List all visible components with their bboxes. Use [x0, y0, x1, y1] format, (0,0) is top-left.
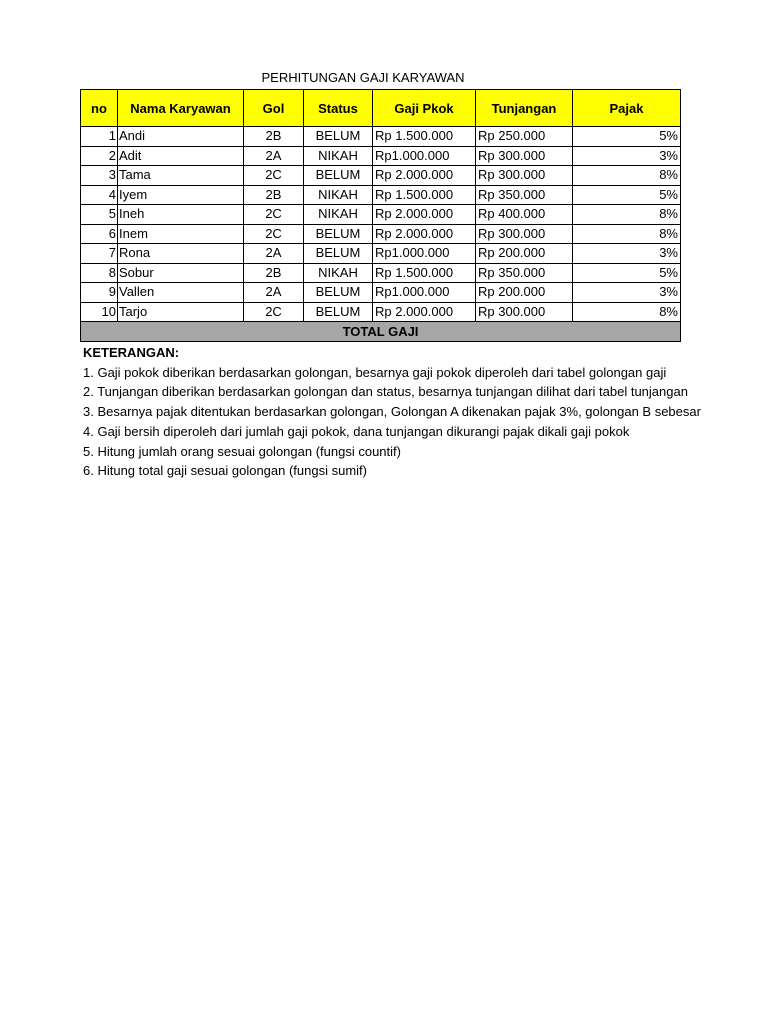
total-row — [81, 322, 681, 342]
cell-nama[interactable]: Ineh — [118, 205, 244, 225]
cell-status[interactable]: BELUM — [304, 166, 373, 186]
salary-table — [80, 89, 681, 342]
cell-nama[interactable]: Vallen — [118, 283, 244, 303]
table-row — [81, 146, 681, 166]
cell-no[interactable]: 7 — [81, 244, 118, 264]
total-gaji-cell[interactable]: TOTAL GAJI — [81, 322, 681, 342]
table-row — [81, 302, 681, 322]
notes-section — [83, 343, 701, 481]
cell-status[interactable]: BELUM — [304, 283, 373, 303]
header-row — [81, 90, 681, 127]
cell-gol[interactable]: 2A — [244, 283, 304, 303]
cell-no[interactable]: 2 — [81, 146, 118, 166]
cell-gaji-pokok[interactable]: Rp 2.000.000 — [373, 166, 476, 186]
cell-gol[interactable]: 2C — [244, 205, 304, 225]
cell-tunjangan[interactable]: Rp 350.000 — [476, 185, 573, 205]
cell-nama[interactable]: Rona — [118, 244, 244, 264]
cell-gol[interactable]: 2B — [244, 185, 304, 205]
header-no[interactable]: no — [81, 90, 118, 127]
cell-tunjangan[interactable]: Rp 300.000 — [476, 166, 573, 186]
cell-gol[interactable]: 2B — [244, 127, 304, 147]
cell-nama[interactable]: Adit — [118, 146, 244, 166]
cell-tunjangan[interactable]: Rp 300.000 — [476, 146, 573, 166]
cell-status[interactable]: NIKAH — [304, 146, 373, 166]
cell-gaji-pokok[interactable]: Rp 1.500.000 — [373, 185, 476, 205]
cell-pajak[interactable]: 3% — [573, 244, 681, 264]
cell-no[interactable]: 8 — [81, 263, 118, 283]
cell-gaji-pokok[interactable]: Rp1.000.000 — [373, 244, 476, 264]
cell-gol[interactable]: 2A — [244, 146, 304, 166]
cell-status[interactable]: BELUM — [304, 302, 373, 322]
cell-status[interactable]: BELUM — [304, 244, 373, 264]
cell-tunjangan[interactable]: Rp 350.000 — [476, 263, 573, 283]
table-row — [81, 205, 681, 225]
cell-gaji-pokok[interactable]: Rp1.000.000 — [373, 146, 476, 166]
cell-status[interactable]: BELUM — [304, 224, 373, 244]
header-gol[interactable]: Gol — [244, 90, 304, 127]
cell-pajak[interactable]: 8% — [573, 205, 681, 225]
table-row — [81, 166, 681, 186]
table-row — [81, 224, 681, 244]
header-tunjangan[interactable]: Tunjangan — [476, 90, 573, 127]
header-pajak[interactable]: Pajak — [573, 90, 681, 127]
cell-pajak[interactable]: 3% — [573, 283, 681, 303]
table-row — [81, 185, 681, 205]
cell-tunjangan[interactable]: Rp 200.000 — [476, 283, 573, 303]
cell-gol[interactable]: 2A — [244, 244, 304, 264]
cell-no[interactable]: 5 — [81, 205, 118, 225]
cell-nama[interactable]: Sobur — [118, 263, 244, 283]
cell-pajak[interactable]: 8% — [573, 224, 681, 244]
cell-gol[interactable]: 2B — [244, 263, 304, 283]
salary-table-area — [80, 89, 678, 342]
table-row — [81, 244, 681, 264]
header-status[interactable]: Status — [304, 90, 373, 127]
cell-gaji-pokok[interactable]: Rp 2.000.000 — [373, 205, 476, 225]
cell-status[interactable]: NIKAH — [304, 205, 373, 225]
cell-status[interactable]: NIKAH — [304, 263, 373, 283]
cell-pajak[interactable]: 5% — [573, 185, 681, 205]
cell-no[interactable]: 6 — [81, 224, 118, 244]
cell-nama[interactable]: Inem — [118, 224, 244, 244]
cell-pajak[interactable]: 5% — [573, 127, 681, 147]
note-item: 5. Hitung jumlah orang sesuai golongan (fungsi countif) — [83, 443, 401, 459]
notes-heading: KETERANGAN: — [83, 345, 180, 360]
cell-nama[interactable]: Iyem — [118, 185, 244, 205]
cell-no[interactable]: 10 — [81, 302, 118, 322]
cell-gaji-pokok[interactable]: Rp 1.500.000 — [373, 127, 476, 147]
note-item: 1. Gaji pokok diberikan berdasarkan golongan, besarnya gaji pokok diperoleh dari tabel golongan gaji — [83, 364, 667, 380]
note-item: 3. Besarnya pajak ditentukan berdasarkan golongan, Golongan A dikenakan pajak 3%, golongan B sebesar — [83, 404, 701, 420]
note-item: 4. Gaji bersih diperoleh dari jumlah gaji pokok, dana tunjangan dikurangi pajak dikali gaji pokok — [83, 423, 630, 439]
cell-nama[interactable]: Andi — [118, 127, 244, 147]
cell-gaji-pokok[interactable]: Rp1.000.000 — [373, 283, 476, 303]
cell-gaji-pokok[interactable]: Rp 2.000.000 — [373, 302, 476, 322]
cell-gol[interactable]: 2C — [244, 166, 304, 186]
note-item: 2. Tunjangan diberikan berdasarkan golongan dan status, besarnya tunjangan dilihat dari tabel tunjangan — [83, 384, 688, 400]
cell-pajak[interactable]: 8% — [573, 302, 681, 322]
cell-no[interactable]: 1 — [81, 127, 118, 147]
cell-nama[interactable]: Tama — [118, 166, 244, 186]
table-row — [81, 127, 681, 147]
cell-gaji-pokok[interactable]: Rp 2.000.000 — [373, 224, 476, 244]
cell-status[interactable]: NIKAH — [304, 185, 373, 205]
cell-pajak[interactable]: 3% — [573, 146, 681, 166]
sheet-title: PERHITUNGAN GAJI KARYAWAN — [261, 70, 465, 85]
note-item: 6. Hitung total gaji sesuai golongan (fungsi sumif) — [83, 463, 367, 479]
cell-no[interactable]: 3 — [81, 166, 118, 186]
cell-gol[interactable]: 2C — [244, 224, 304, 244]
cell-nama[interactable]: Tarjo — [118, 302, 244, 322]
cell-tunjangan[interactable]: Rp 300.000 — [476, 302, 573, 322]
cell-tunjangan[interactable]: Rp 250.000 — [476, 127, 573, 147]
cell-pajak[interactable]: 5% — [573, 263, 681, 283]
header-gaji-pokok[interactable]: Gaji Pkok — [373, 90, 476, 127]
cell-status[interactable]: BELUM — [304, 127, 373, 147]
cell-gaji-pokok[interactable]: Rp 1.500.000 — [373, 263, 476, 283]
cell-pajak[interactable]: 8% — [573, 166, 681, 186]
header-nama-karyawan[interactable]: Nama Karyawan — [118, 90, 244, 127]
cell-tunjangan[interactable]: Rp 400.000 — [476, 205, 573, 225]
table-row — [81, 283, 681, 303]
cell-no[interactable]: 4 — [81, 185, 118, 205]
cell-no[interactable]: 9 — [81, 283, 118, 303]
cell-tunjangan[interactable]: Rp 200.000 — [476, 244, 573, 264]
cell-gol[interactable]: 2C — [244, 302, 304, 322]
cell-tunjangan[interactable]: Rp 300.000 — [476, 224, 573, 244]
table-row — [81, 263, 681, 283]
